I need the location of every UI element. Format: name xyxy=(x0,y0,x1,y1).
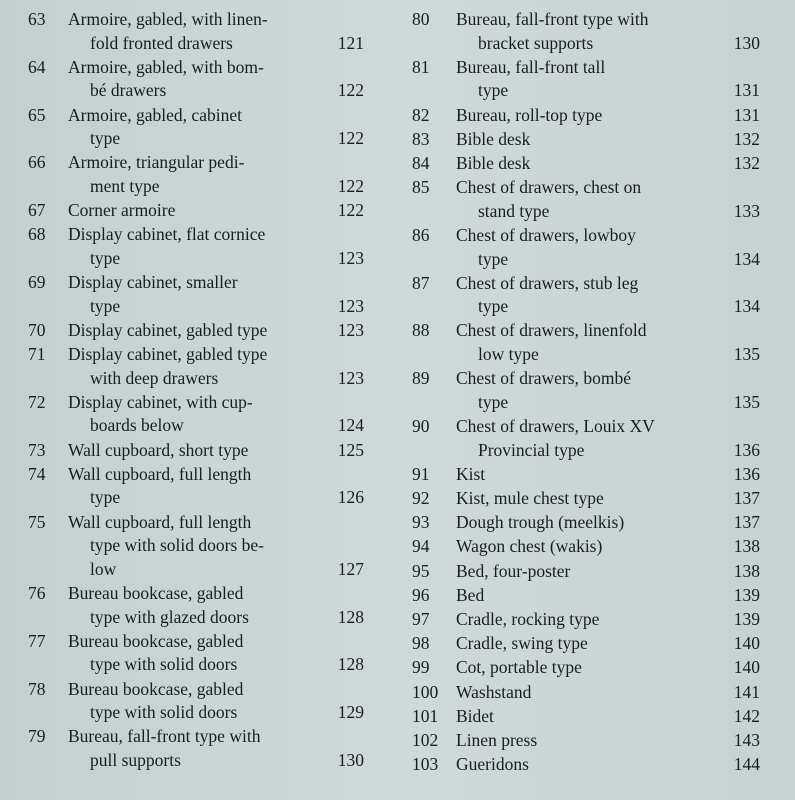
figure-title xyxy=(456,8,714,55)
page-number: 133 xyxy=(733,200,760,221)
list-item xyxy=(410,8,762,55)
page-number: 123 xyxy=(337,367,364,388)
list-item xyxy=(410,632,762,656)
title-line: Bureau, fall-front tall xyxy=(456,56,606,77)
figure-title xyxy=(456,753,714,777)
figure-title xyxy=(68,151,316,198)
title-line: type xyxy=(478,296,509,317)
page-number: 141 xyxy=(733,681,760,702)
list-item xyxy=(410,608,762,632)
left-column xyxy=(26,8,366,773)
figure-number: 99 xyxy=(412,657,430,678)
figure-title xyxy=(456,584,714,608)
figure-title xyxy=(68,630,316,677)
title-line: Bureau bookcase, gabled xyxy=(68,582,244,603)
figure-number: 80 xyxy=(412,9,430,29)
list-item xyxy=(26,151,366,198)
page-number: 131 xyxy=(733,104,760,125)
title-line: Display cabinet, flat cornice xyxy=(68,224,266,245)
figure-number: 82 xyxy=(412,104,430,125)
title-line: Display cabinet, gabled type xyxy=(68,344,268,365)
figure-title xyxy=(456,681,714,705)
figure-number: 95 xyxy=(412,560,430,581)
figure-title xyxy=(68,199,316,223)
title-line: Bed xyxy=(456,584,485,605)
title-line: type with solid doors be- xyxy=(90,535,265,556)
figure-number: 74 xyxy=(28,463,46,484)
title-line: low type xyxy=(478,344,539,365)
figure-number: 78 xyxy=(28,678,46,699)
figure-title xyxy=(68,582,316,629)
page-number: 134 xyxy=(733,296,760,317)
page-number: 130 xyxy=(733,32,760,53)
title-line: Bible desk xyxy=(456,152,531,173)
list-item xyxy=(410,319,762,366)
list-item xyxy=(410,560,762,584)
title-line: low xyxy=(90,558,117,579)
figure-title xyxy=(68,511,316,582)
figure-number: 86 xyxy=(412,224,430,245)
figure-number: 91 xyxy=(412,463,430,484)
list-item xyxy=(410,415,762,462)
list-item xyxy=(26,104,366,151)
page-number: 123 xyxy=(337,319,364,340)
figure-number: 76 xyxy=(28,582,46,603)
figure-number: 73 xyxy=(28,439,46,460)
title-line: stand type xyxy=(478,200,550,221)
title-line: ment type xyxy=(90,175,160,196)
title-line: Bidet xyxy=(456,705,494,726)
figure-number: 65 xyxy=(28,104,46,125)
figure-number: 64 xyxy=(28,56,46,77)
figure-title xyxy=(68,725,316,772)
figure-title xyxy=(68,319,316,343)
title-line: Wall cupboard, full length xyxy=(68,511,252,532)
figure-number: 90 xyxy=(412,416,430,437)
page-number: 136 xyxy=(733,463,760,484)
figure-title xyxy=(456,511,714,535)
title-line: Display cabinet, gabled type xyxy=(68,319,268,340)
figure-title xyxy=(68,271,316,318)
figure-title xyxy=(456,729,714,753)
title-line: boards below xyxy=(90,415,184,436)
title-line: Bible desk xyxy=(456,128,531,149)
page-number: 122 xyxy=(337,200,364,221)
page-number: 132 xyxy=(733,128,760,149)
list-item xyxy=(26,725,366,772)
page-number: 136 xyxy=(733,439,760,460)
page-number: 129 xyxy=(337,702,364,723)
title-line: with deep drawers xyxy=(90,367,219,388)
figure-title xyxy=(68,463,316,510)
list-item xyxy=(26,8,366,55)
figure-title xyxy=(68,223,316,270)
figure-number: 103 xyxy=(412,754,439,775)
figure-number: 71 xyxy=(28,344,46,365)
list-item xyxy=(26,56,366,103)
page-number: 130 xyxy=(337,749,364,770)
list-item xyxy=(26,582,366,629)
title-line: fold fronted drawers xyxy=(90,32,233,53)
page-number: 131 xyxy=(733,80,760,101)
title-line: Gueridons xyxy=(456,754,529,775)
figure-title xyxy=(68,678,316,725)
figure-number: 98 xyxy=(412,633,430,654)
figure-title xyxy=(456,272,714,319)
figure-number: 100 xyxy=(412,681,439,702)
list-item xyxy=(26,391,366,438)
title-line: Wagon chest (wakis) xyxy=(456,536,603,557)
title-line: Bureau, roll-top type xyxy=(456,104,603,125)
page-number: 134 xyxy=(733,248,760,269)
figure-title xyxy=(456,656,714,680)
title-line: type with solid doors xyxy=(90,654,238,675)
figure-title xyxy=(68,8,316,55)
right-column xyxy=(410,8,762,777)
title-line: type with glazed doors xyxy=(90,606,249,627)
list-item xyxy=(410,656,762,680)
title-line: Chest of drawers, bombé xyxy=(456,368,631,389)
figure-title xyxy=(456,104,714,128)
title-line: Cradle, rocking type xyxy=(456,608,600,629)
page-number: 121 xyxy=(337,32,364,53)
figure-number: 102 xyxy=(412,729,439,750)
title-line: Armoire, triangular pedi- xyxy=(68,152,245,173)
page-number: 135 xyxy=(733,391,760,412)
figure-number: 94 xyxy=(412,536,430,557)
list-item xyxy=(26,319,366,343)
figure-title xyxy=(456,56,714,103)
figure-number: 101 xyxy=(412,705,439,726)
list-item xyxy=(410,729,762,753)
figure-title xyxy=(456,415,714,462)
title-line: bé drawers xyxy=(90,80,167,101)
title-line: Bureau bookcase, gabled xyxy=(68,678,244,699)
title-line: Display cabinet, with cup- xyxy=(68,391,253,412)
figure-title xyxy=(456,608,714,632)
list-item xyxy=(410,272,762,319)
title-line: Chest of drawers, chest on xyxy=(456,177,642,198)
list-item xyxy=(26,343,366,390)
page-number: 137 xyxy=(733,488,760,508)
figure-title xyxy=(456,176,714,223)
figure-title xyxy=(456,367,714,414)
list-item xyxy=(26,223,366,270)
title-line: Washstand xyxy=(456,681,532,702)
figure-title xyxy=(68,343,316,390)
title-line: Armoire, gabled, with bom- xyxy=(68,56,264,77)
figure-number: 72 xyxy=(28,391,46,412)
page-number: 138 xyxy=(733,560,760,581)
figure-number: 97 xyxy=(412,608,430,629)
list-item xyxy=(410,511,762,535)
figure-number: 75 xyxy=(28,511,46,532)
title-line: type xyxy=(90,487,121,508)
list-item xyxy=(26,271,366,318)
page-number: 125 xyxy=(337,439,364,460)
page-number: 122 xyxy=(337,128,364,149)
list-item xyxy=(410,705,762,729)
title-line: type xyxy=(90,295,121,316)
figure-number: 66 xyxy=(28,152,46,173)
figure-number: 92 xyxy=(412,488,430,508)
page-number: 140 xyxy=(733,633,760,654)
list-item xyxy=(410,56,762,103)
title-line: Bureau, fall-front type with xyxy=(68,726,261,747)
page-number: 142 xyxy=(733,705,760,726)
figure-title xyxy=(456,535,714,559)
list-item xyxy=(410,753,762,777)
figure-number: 69 xyxy=(28,272,46,293)
title-line: Provincial type xyxy=(478,439,585,460)
list-item xyxy=(26,678,366,725)
list-item xyxy=(410,104,762,128)
page-number: 123 xyxy=(337,295,364,316)
title-line: Bureau, fall-front type with xyxy=(456,9,649,29)
title-line: Chest of drawers, stub leg xyxy=(456,272,639,293)
figure-number: 77 xyxy=(28,630,46,651)
figure-title xyxy=(456,560,714,584)
figure-title xyxy=(68,391,316,438)
list-item xyxy=(410,152,762,176)
title-line: Display cabinet, smaller xyxy=(68,272,238,293)
figure-title xyxy=(456,632,714,656)
list-item xyxy=(26,630,366,677)
page-number: 122 xyxy=(337,80,364,101)
figure-number: 85 xyxy=(412,177,430,198)
list-item xyxy=(410,584,762,608)
title-line: type with solid doors xyxy=(90,702,238,723)
title-line: Corner armoire xyxy=(68,200,176,221)
figure-number: 68 xyxy=(28,224,46,245)
title-line: Armoire, gabled, cabinet xyxy=(68,104,242,125)
title-line: Chest of drawers, lowboy xyxy=(456,224,636,245)
figure-number: 79 xyxy=(28,726,46,747)
list-item xyxy=(410,487,762,511)
figure-number: 89 xyxy=(412,368,430,389)
figure-title xyxy=(68,439,316,463)
figure-title xyxy=(68,104,316,151)
title-line: Chest of drawers, Louix XV xyxy=(456,416,655,437)
title-line: Cot, portable type xyxy=(456,657,582,678)
figure-title xyxy=(456,487,714,511)
page-number: 126 xyxy=(337,487,364,508)
title-line: Linen press xyxy=(456,729,538,750)
page-number: 139 xyxy=(733,584,760,605)
list-item xyxy=(410,681,762,705)
title-line: Bed, four-poster xyxy=(456,560,571,581)
page-number: 128 xyxy=(337,654,364,675)
figure-number: 81 xyxy=(412,56,430,77)
title-line: Bureau bookcase, gabled xyxy=(68,630,244,651)
figure-number: 83 xyxy=(412,128,430,149)
figure-number: 88 xyxy=(412,320,430,341)
list-item xyxy=(26,199,366,223)
page-number: 143 xyxy=(733,729,760,750)
title-line: type xyxy=(478,80,509,101)
page-number: 137 xyxy=(733,512,760,533)
list-item xyxy=(410,224,762,271)
title-line: Chest of drawers, linenfold xyxy=(456,320,647,341)
figure-title xyxy=(456,224,714,271)
title-line: Kist xyxy=(456,463,486,484)
list-item xyxy=(410,367,762,414)
list-item xyxy=(26,511,366,582)
title-line: type xyxy=(90,247,121,268)
title-line: Dough trough (meelkis) xyxy=(456,512,625,533)
list-item xyxy=(410,535,762,559)
list-item xyxy=(410,463,762,487)
title-line: Kist, mule chest type xyxy=(456,488,604,508)
title-line: Armoire, gabled, with linen- xyxy=(68,9,268,29)
title-line: type xyxy=(90,128,121,149)
figure-title xyxy=(456,152,714,176)
page-number: 128 xyxy=(337,606,364,627)
figure-title xyxy=(456,128,714,152)
figure-number: 87 xyxy=(412,272,430,293)
figure-title xyxy=(68,56,316,103)
page-number: 138 xyxy=(733,536,760,557)
title-line: type xyxy=(478,248,509,269)
page-number: 139 xyxy=(733,608,760,629)
page-number: 127 xyxy=(337,558,364,579)
page-number: 124 xyxy=(337,415,364,436)
title-line: Wall cupboard, full length xyxy=(68,463,252,484)
title-line: bracket supports xyxy=(478,32,594,53)
list-item xyxy=(410,128,762,152)
page-number: 132 xyxy=(733,152,760,173)
list-item xyxy=(26,463,366,510)
title-line: type xyxy=(478,391,509,412)
figure-number: 93 xyxy=(412,512,430,533)
list-item xyxy=(26,439,366,463)
figure-number: 84 xyxy=(412,152,430,173)
figure-number: 70 xyxy=(28,319,46,340)
title-line: Wall cupboard, short type xyxy=(68,439,249,460)
figure-number: 96 xyxy=(412,584,430,605)
figure-title xyxy=(456,319,714,366)
figure-number: 63 xyxy=(28,9,46,29)
page-number: 140 xyxy=(733,657,760,678)
page-number: 123 xyxy=(337,247,364,268)
title-line: pull supports xyxy=(90,749,181,770)
page-number: 135 xyxy=(733,344,760,365)
list-item xyxy=(410,176,762,223)
figure-title xyxy=(456,705,714,729)
figure-number: 67 xyxy=(28,200,46,221)
page-number: 122 xyxy=(337,175,364,196)
figure-title xyxy=(456,463,714,487)
page-number: 144 xyxy=(733,754,760,775)
title-line: Cradle, swing type xyxy=(456,633,588,654)
